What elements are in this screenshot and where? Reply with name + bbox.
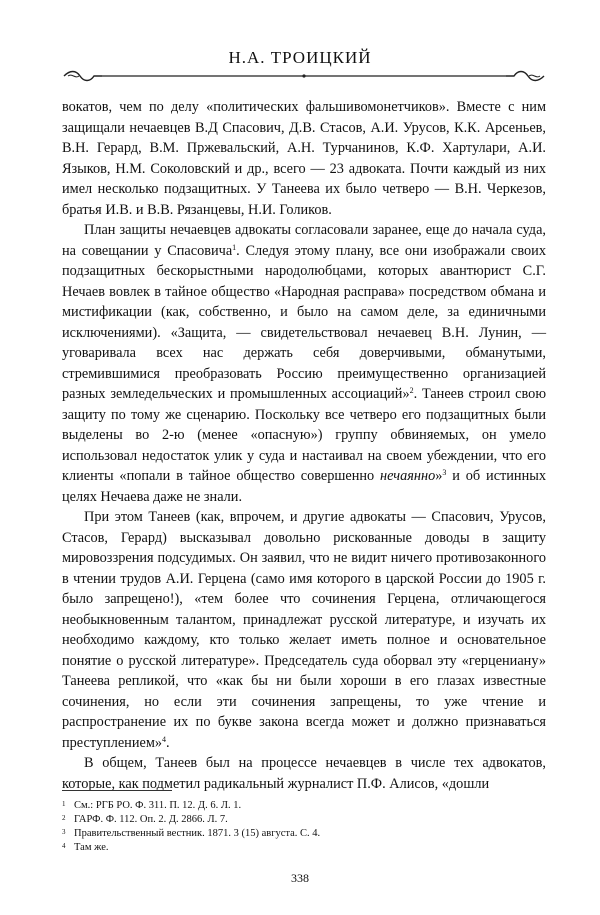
- footnote-ref-3: 3: [442, 468, 447, 477]
- header-ornament-rule: [62, 70, 546, 82]
- footnote-item: 4 Там же.: [62, 842, 109, 853]
- footnote-separator: [62, 790, 172, 791]
- paragraph-3: При этом Танеев (как, впрочем, и другие адвокаты — Спасович, Урусов, Стасов, Герард) высказывал довольно рискованные доводы в защиту мировоззрения подсудимых. Он заявил, что не видит ничего противозаконного в чтении трудов А.И. Герцена (само имя которого в царской России до 1905 г. было запрещено!), «тем более что сочинения Герцена, отличающегося необыкновенным талантом, принадлежат русской литературе, и изучать их необходимо каждому, кто только желает иметь полное и основательное понятие о русской литературе». Председатель суда оборвал эту «герцениану» Танеева репликой, что «как бы ни были хороши в его глазах известные сочинения, но если эти сочинения запрещены, то уже чтение и распространение их по букве закона всегда может и должно признаваться преступлением»$^4$.: [62, 509, 546, 751]
- paragraph-2: План защиты нечаевцев адвокаты согласовали заранее, еще до начала суда, на совещании у Спасовича$^1$. Следуя этому плану, все они изображали своих подзащитных бескорыстными народолюбцами, которых авантюрист С.Г. Нечаев вовлек в тайное общество «Народная расправа» посредством обмана и мистификации (как, собственно, и было на самом деле, за единичными исключениями). «Защита, — свидетельствовал нечаевец В.Н. Лунин, — уговаривала всех нас держать себя доверчивыми, обманутыми, стремившимися преобразовать Россию преимущественно организацией разных земледельческих и промышленных ассоциаций»$^2$. Танеев строил свою защиту по тому же сценарию. Поскольку все четверо его подзащитных были выделены во 2-ю (менее «опасную») группу обвиняемых, он умело использовал недостаток улик у суда и настаивал на своем убеждении, что его клиенты «попали в тайное общество совершенно нечаянно»$^3$ и об истинных целях Нечаева даже не знали.: [62, 222, 546, 505]
- emphasis-word: нечаянно: [380, 468, 436, 484]
- footnote-ref-4: 4: [162, 734, 167, 744]
- running-header: Н.А. ТРОИЦКИЙ: [228, 48, 372, 67]
- main-text: [62, 97, 546, 794]
- footnote-ref-1: 1: [232, 242, 237, 252]
- footnote-item: 2 ГАРФ. Ф. 112. Оп. 2. Д. 2866. Л. 7.: [62, 814, 228, 825]
- footnote-item: 1 См.: РГБ РО. Ф. 311. П. 12. Д. 6. Л. 1.: [62, 800, 242, 811]
- footnote-item: 3 Правительственный вестник. 1871. 3 (15) августа. С. 4.: [62, 828, 321, 839]
- paragraph-4: В общем, Танеев был на процессе нечаевцев в числе тех адвокатов, которые, как подметил радикальный журналист П.Ф. Алисов, «дошли: [62, 755, 546, 792]
- footnote-ref-2: 2: [409, 386, 414, 395]
- page-number: 338: [291, 871, 309, 885]
- footnotes: [62, 799, 546, 855]
- paragraph-1: вокатов, чем по делу «политических фальшивомонетчиков». Вместе с ним защищали нечаевцев В.Д Спасович, Д.В. Стасов, А.И. Урусов, К.К. Арсеньев, В.Н. Герард, В.М. Пржевальский, А.Н. Турчанинов, К.Ф. Хартулари, А.И. Языков, Н.М. Соколовский и др., всего — 23 адвоката. Почти каждый из них имел несколько подзащитных. У Танеева их было четверо — В.Н. Черкезов, братья И.В. и В.В. Рязанцевы, Н.И. Голиков.: [62, 99, 546, 218]
